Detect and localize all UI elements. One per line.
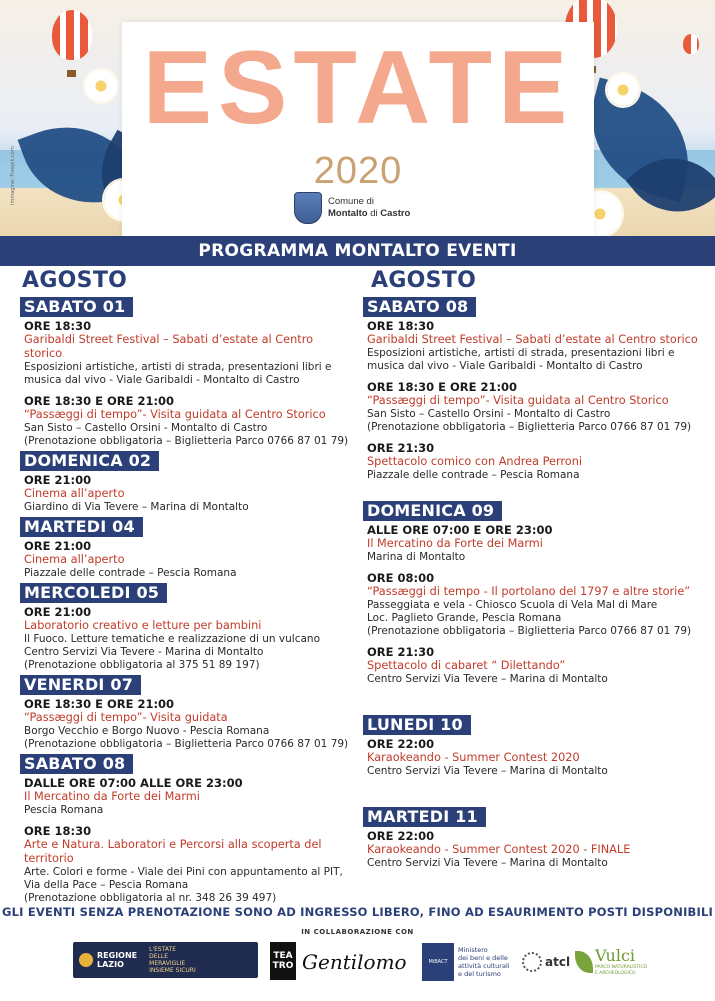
event-item: [24, 824, 350, 905]
year-label: 2020: [313, 150, 403, 192]
event-item: [367, 441, 703, 482]
event-time: ORE 22:00: [367, 737, 435, 751]
month-heading: AGOSTO: [371, 268, 477, 293]
event-detail: Arte. Colori e forme - Viale dei Pini con appuntamento al PIT,: [24, 866, 343, 878]
event-title: Garibaldi Street Festival – Sabati d’estate al Centro storico: [367, 333, 698, 346]
event-title: “Passæggi di tempo”- Visita guidata al Centro Storico: [367, 394, 669, 407]
event-item: [367, 737, 703, 778]
event-detail: (Prenotazione obbligatoria – Biglietteria Parco 0766 87 01 79): [367, 421, 692, 433]
event-detail: Centro Servizi Via Tevere – Marina di Montalto: [367, 857, 608, 869]
free-entry-note: GLI EVENTI SENZA PRENOTAZIONE SONO AD INGRESSO LIBERO, FINO AD ESAURIMENTO POSTI DISPONIBILI: [1, 905, 714, 919]
event-item: [367, 571, 703, 643]
event-time: ORE 18:30 E ORE 21:00: [367, 380, 518, 394]
event-time: ORE 18:30: [24, 824, 92, 838]
event-time: ORE 08:00: [367, 571, 435, 585]
event-time: ORE 18:30 E ORE 21:00: [24, 394, 175, 408]
event-detail: (Prenotazione obbligatoria – Biglietteria Parco 0766 87 01 79): [24, 738, 349, 750]
event-title: Cinema all’aperto: [24, 487, 125, 500]
day-heading: VENERDI 07: [20, 675, 141, 695]
vulci-leaf-icon: [575, 951, 593, 973]
event-detail: Piazzale delle contrade – Pescia Romana: [367, 469, 580, 481]
event-title: Spettacolo di cabaret “ Dilettando”: [367, 659, 566, 672]
event-title: Il Mercatino da Forte dei Marmi: [367, 537, 543, 550]
event-detail: Esposizioni artistiche, artisti di strada, presentazioni libri e: [24, 361, 332, 373]
event-item: [367, 645, 703, 686]
event-item: [367, 319, 703, 378]
comune-logo: [294, 192, 410, 224]
signature-logo: Gentilomo: [302, 950, 407, 974]
event-detail: Passeggiata e vela - Chiosco Scuola di Vela Mal di Mare: [367, 599, 658, 611]
hero-illustration: [0, 0, 715, 236]
event-detail: Borgo Vecchio e Borgo Nuovo - Pescia Romana: [24, 725, 270, 737]
hot-air-balloon-icon: [683, 34, 699, 54]
event-item: [367, 380, 703, 439]
event-detail: Loc. Paglieto Grande, Pescia Romana: [367, 612, 562, 624]
event-item: [367, 523, 703, 569]
event-time: ORE 22:00: [367, 829, 435, 843]
event-detail: Pescia Romana: [24, 804, 104, 816]
event-item: [24, 539, 350, 580]
event-detail: Centro Servizi Via Tevere – Marina di Montalto: [367, 765, 608, 777]
balloon-basket-icon: [67, 70, 76, 77]
event-time: ORE 21:00: [24, 473, 92, 487]
event-title: Spettacolo comico con Andrea Perroni: [367, 455, 583, 468]
teatro-logo: TEA TRO: [270, 942, 296, 980]
event-item: [24, 394, 350, 448]
event-detail: Esposizioni artistiche, artisti di strada, presentazioni libri e: [367, 347, 675, 359]
vulci-logo: Vulci PARCO NATURALISTICO E ARCHEOLOGICO: [575, 942, 650, 982]
month-heading: AGOSTO: [22, 268, 128, 293]
regione-emblem-icon: [79, 953, 93, 967]
event-detail: (Prenotazione obbligatoria – Biglietteria Parco 0766 87 01 79): [367, 625, 692, 637]
frangipani-flower-icon: [607, 74, 639, 106]
event-time: ALLE ORE 07:00 E ORE 23:00: [367, 523, 553, 537]
partner-logos: [70, 942, 650, 986]
event-item: [24, 473, 350, 514]
event-detail: Piazzale delle contrade – Pescia Romana: [24, 567, 237, 579]
event-detail: Via della Pace – Pescia Romana: [24, 879, 189, 891]
event-detail: San Sisto – Castello Orsini - Montalto di Castro: [24, 422, 268, 434]
event-title: Laboratorio creativo e letture per bambini: [24, 619, 262, 632]
image-credit: Immagine: Freepik.com: [10, 146, 16, 205]
event-detail: Il Fuoco. Letture tematiche e realizzazione di un vulcano: [24, 633, 320, 645]
event-title: “Passæggi di tempo - Il portolano del 1797 e altre storie”: [367, 585, 691, 598]
day-heading: DOMENICA 02: [20, 451, 159, 471]
event-title: “Passæggi di tempo”- Visita guidata al Centro Storico: [24, 408, 326, 421]
event-title: Karaokeando - Summer Contest 2020: [367, 751, 580, 764]
day-heading: MARTEDI 11: [363, 807, 486, 827]
event-item: [24, 697, 350, 751]
event-item: [24, 605, 350, 672]
right-column: [363, 268, 703, 870]
event-time: DALLE ORE 07:00 ALLE ORE 23:00: [24, 776, 243, 790]
event-title: Il Mercatino da Forte dei Marmi: [24, 790, 200, 803]
coat-of-arms-icon: [294, 192, 322, 224]
event-item: [24, 319, 350, 392]
event-detail: (Prenotazione obbligatoria – Biglietteria Parco 0766 87 01 79): [24, 435, 349, 447]
atcl-mark-icon: [522, 952, 542, 972]
event-time: ORE 21:00: [24, 539, 92, 553]
day-heading: SABATO 01: [20, 297, 133, 317]
event-time: ORE 18:30: [24, 319, 92, 333]
event-detail: musica dal vivo - Viale Garibaldi - Montalto di Castro: [24, 374, 300, 386]
event-time: ORE 18:30: [367, 319, 435, 333]
day-heading: SABATO 08: [20, 754, 133, 774]
page-title: ESTATE: [142, 30, 574, 146]
event-title: “Passæggi di tempo”- Visita guidata: [24, 711, 228, 724]
event-time: ORE 21:30: [367, 645, 435, 659]
day-heading: SABATO 08: [363, 297, 476, 317]
hot-air-balloon-icon: [52, 10, 92, 60]
left-column: [20, 268, 350, 905]
event-detail: musica dal vivo - Viale Garibaldi - Montalto di Castro: [367, 360, 643, 372]
comune-name: Comune di Montalto di Castro: [328, 196, 411, 219]
title-card: [122, 22, 594, 236]
day-heading: LUNEDI 10: [363, 715, 471, 735]
collaboration-label: IN COLLABORAZIONE CON: [301, 928, 414, 936]
day-heading: DOMENICA 09: [363, 501, 502, 521]
mibact-emblem-icon: MiBACT: [422, 943, 454, 981]
event-detail: (Prenotazione obbligatoria al 375 51 89 197): [24, 659, 260, 671]
event-title: Arte e Natura. Laboratori e Percorsi alla scoperta del territorio: [24, 838, 322, 865]
mibact-logo: MiBACT Ministero dei beni e delle attività culturali e del turismo: [422, 942, 522, 982]
event-item: [367, 829, 703, 870]
frangipani-flower-icon: [85, 70, 117, 102]
event-title: Garibaldi Street Festival – Sabati d’estate al Centro storico: [24, 333, 314, 360]
event-time: ORE 18:30 E ORE 21:00: [24, 697, 175, 711]
event-time: ORE 21:30: [367, 441, 435, 455]
event-title: Karaokeando - Summer Contest 2020 - FINALE: [367, 843, 631, 856]
day-heading: MARTEDI 04: [20, 517, 143, 537]
event-item: [24, 776, 350, 822]
event-detail: Centro Servizi Via Tevere – Marina di Montalto: [367, 673, 608, 685]
event-detail: Centro Servizi Via Tevere - Marina di Montalto: [24, 646, 264, 658]
program-banner: PROGRAMMA MONTALTO EVENTI: [0, 236, 715, 266]
event-detail: (Prenotazione obbligatoria al nr. 348 26 39 497): [24, 892, 277, 904]
day-heading: MERCOLEDI 05: [20, 583, 167, 603]
event-detail: Giardino di Via Tevere – Marina di Montalto: [24, 501, 249, 513]
event-detail: San Sisto – Castello Orsini - Montalto di Castro: [367, 408, 611, 420]
event-title: Cinema all’aperto: [24, 553, 125, 566]
atcl-logo: atcl: [522, 942, 572, 982]
event-detail: Marina di Montalto: [367, 551, 466, 563]
regione-lazio-logo: REGIONE LAZIO L'ESTATE DELLE MERAVIGLIE INSIEME SICURI: [73, 942, 258, 978]
event-time: ORE 21:00: [24, 605, 92, 619]
